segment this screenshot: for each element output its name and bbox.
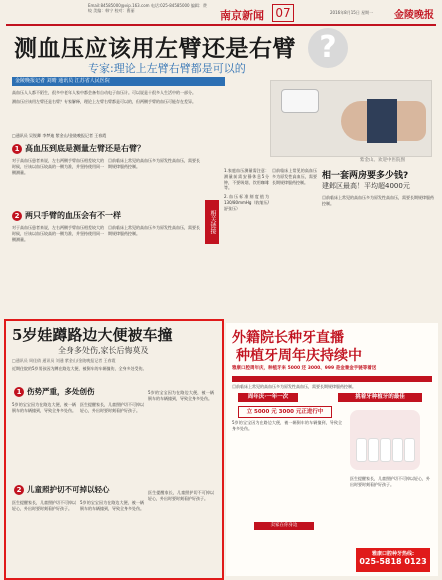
section-title: 南京新闻 — [220, 9, 264, 22]
article2-col-a: 5岁的宝宝因为在路边大便，被一辆倒车的车辆撞到，导致全身多处伤。 — [12, 402, 76, 413]
number-badge: 2 — [12, 211, 22, 221]
article2-byline: □通讯员 周佳倩 通讯员 刘通 紫金山/金陵晚报记者 王春霞 — [12, 358, 116, 363]
article2-col-e: 5岁的宝宝因为在路边大便，被一辆倒车的车辆撞到，导致全身多处伤。 — [80, 500, 144, 511]
ad-small-tag: 卖家在你身边 — [254, 522, 314, 530]
ad-offer-box: 立 5000 元 3000 元正进行中 — [238, 406, 332, 418]
number-badge: 2 — [14, 485, 24, 495]
page-number: 07 — [272, 4, 294, 22]
monitor-icon — [281, 89, 319, 113]
number-badge: 1 — [12, 144, 22, 154]
article1-col-a: 对于高血压患者来说，左右两侧手臂血压相差较大的时候，应该以血压较高的一侧为准，并坚持使用同一侧测量。 — [12, 158, 104, 175]
brand-logo: 金陵晚报 — [394, 10, 434, 21]
article2-col-c: 5岁的宝宝因为在路边大便，被一辆倒车的车辆撞到，导致全身多处伤。 — [148, 390, 214, 401]
ad-headline-1: 外籍院长种牙直播 — [232, 330, 344, 346]
ad-divider — [232, 376, 432, 382]
article1-col-e: 1.家庭血压测量需注意：测量前需安静休息5分钟，不要吸烟、饮用咖啡等。 2.血压标准刻度值为130/80mmHg（收缩压/舒张压） — [224, 168, 269, 211]
article1-col-f: 目前临床上常见的高血压多为原发性高血压，需要长期规律服药控制。 — [272, 168, 317, 185]
article2-subhead-1: 1 伤势严重，多处创伤 — [14, 386, 95, 397]
ad-body-top: 目前临床上常见的高血压多为原发性高血压，需要长期规律服药控制。 — [232, 384, 356, 389]
article1-subhead-1: 1 高血压到底是测量左臂还是右臂？ — [12, 143, 145, 154]
article2-col-b: 医生提醒家长，儿童照护切不可掉以轻心，外出时要时刻看护好孩子。 — [80, 402, 144, 413]
article1-byline: □通讯员 吴锐卿 李梦迪 紫金山/金陵晚报记者 王春霞 — [12, 133, 107, 138]
article1-lead: 高血压人人都不陌生，很多中老年人家中都会备有自动电子血压计。可以说是十很多人生活中的一部分。 测血压应该用左臂还是右臂？专家解释，理论上左臂右臂都是可以的，但两侧手臂的血压可能存在差异。 — [12, 90, 196, 104]
ad-body-right: 医生提醒家长，儿童照护切不可掉以轻心，外出时要时刻看护好孩子。 — [350, 476, 430, 487]
ad-hotline: 雅康口腔种牙热线: 025-5818 0123 — [356, 548, 430, 572]
article1-subhead-2: 2 两只手臂的血压会有不一样 — [12, 210, 121, 221]
cuff-band — [367, 99, 397, 143]
sidebox-body: 目前临床上常见的高血压多为原发性高血压，需要长期规律服药控制。 — [322, 195, 434, 206]
article1-col-d: 目前临床上常见的高血压多为原发性高血压，需要长期规律服药控制。 — [108, 225, 200, 236]
main-subheadline: 专家:理论上左臂右臂都是可以的 — [88, 62, 246, 75]
article1-col-b: 目前临床上常见的高血压多为原发性高血压，需要长期规律服药控制。 — [108, 158, 200, 169]
related-link-tag: 相关链接 — [205, 200, 219, 244]
article2-lead: 近期住院的5岁男孩因为蹲在路边大便，被倒车的车辆撞伤，全身多处受伤。 — [12, 366, 147, 371]
article2-subhead-2: 2 儿童照护切不可掉以轻心 — [14, 484, 110, 495]
ad-tag-best: 挑着牙种植牙的最佳 — [338, 393, 422, 402]
article1-col-c: 对于高血压患者来说，左右两侧手臂血压相差较大的时候，应该以血压较高的一侧为准，并坚持使用同一侧测量。 — [12, 225, 104, 242]
teeth-illustration-icon — [350, 410, 420, 470]
article2-headline: 5岁娃蹲路边大便被车撞 — [12, 326, 173, 344]
blood-pressure-photo — [270, 80, 432, 157]
article2-col-d: 医生提醒家长，儿童照护切不可掉以轻心，外出时要时刻看护好孩子。 — [12, 500, 76, 511]
article2-subheadline: 全身多处伤,家长后悔莫及 — [58, 346, 149, 355]
sidebox-title: 相一套两房要多少钱? — [322, 171, 409, 181]
number-badge: 1 — [14, 387, 24, 397]
ad-body-left: 5岁的宝宝因为在路边大便，被一辆倒车的车辆撞到，导致全身多处伤。 — [232, 420, 342, 431]
main-headline: 测血压应该用左臂还是右臂 — [14, 35, 296, 62]
issue-date: 2016年8月15日 星期一 — [330, 10, 374, 15]
ad-headline-2: 种植牙周年庆持续中 — [236, 348, 362, 364]
ad-tag-anniversary: 周年庆·一年一次 — [238, 393, 298, 402]
question-mark-icon: ? — [308, 28, 348, 68]
sidebox-subtitle: 建邺区最高！平均超4000元 — [322, 182, 410, 190]
ad-promo-strip: 雅康口腔周年庆，种植牙来 5000 还 3000、999 是金兼金手链等着送 — [232, 366, 377, 371]
article2-col-f: 医生提醒家长，儿童照护切不可掉以轻心，外出时要时刻看护好孩子。 — [148, 490, 214, 501]
lead-bar: 金陵晚报记者 刘晴 通讯员 江苏省人民医院 — [12, 77, 225, 86]
photo-caption: 紫金山。欢迎中医院图 — [360, 158, 405, 163]
masthead-meta: Email:84585000@vip.163.com 电话:025-84585000 编辑：费蛟 美编：韩宁 校对：曹丽 — [88, 3, 207, 13]
